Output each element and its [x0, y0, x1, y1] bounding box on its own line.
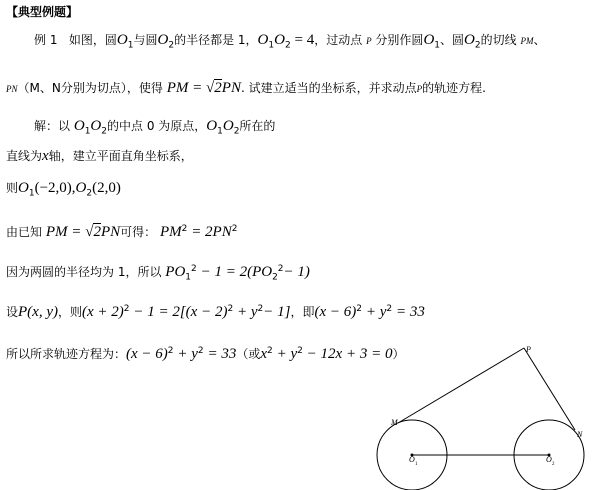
- example-line-2: PN（M、N分别为切点），使得 PM = √2PN. 试建立适当的坐标系，并求动点P的轨迹方程.: [6, 80, 486, 96]
- label-o1-sub: 1: [415, 462, 418, 467]
- label-o2: O: [546, 455, 552, 464]
- label-o2-sub: 2: [552, 462, 555, 467]
- label-m: M: [391, 418, 398, 427]
- solution-line-3: 则$O_1(-2,0),O_2(2,0)$: [6, 180, 121, 199]
- label-o1: O: [409, 455, 415, 464]
- label-n: N: [577, 430, 583, 439]
- example-label: 例 1: [34, 33, 58, 47]
- solution-line-1: 解：以 $O_1O_2$的中点 0 为原点，$O_1O_2$所在的: [34, 118, 276, 137]
- solution-line-7: 所以所求轨迹方程为：$(x - 6)^2 + y^2 = 33$（或$x^2 + y^2 - 12x + 3 = 0$）: [6, 346, 405, 362]
- solution-line-5: 因为两圆的半径均为 1，所以 $PO_1^2 - 1 = 2(PO_2^2- 1)$: [6, 264, 310, 283]
- solution-line-2: 直线为x轴，建立平面直角坐标系，: [6, 148, 193, 164]
- section-heading: 【典型例题】: [6, 5, 79, 19]
- tangent-pm: [398, 348, 524, 423]
- solution-line-6: 设P(x, y)，则$(x + 2)^2 - 1 = 2[(x - 2)^2 + y^2- 1]$，即$(x - 6)^2 + y^2 = 33$: [6, 304, 425, 320]
- example-line-1: 例 1 如图，圆$O_1$与圆$O_2$的半径都是 1，$O_1O_2 = 4$，过动点 P 分别作圆$O_1$、圆$O_2$的切线 PM、: [34, 32, 546, 51]
- label-p: P: [526, 345, 531, 354]
- tangent-pn: [524, 348, 575, 430]
- solution-line-4: 由已知 PM = √2PN可得： $PM^2 = 2PN^2$: [6, 224, 238, 240]
